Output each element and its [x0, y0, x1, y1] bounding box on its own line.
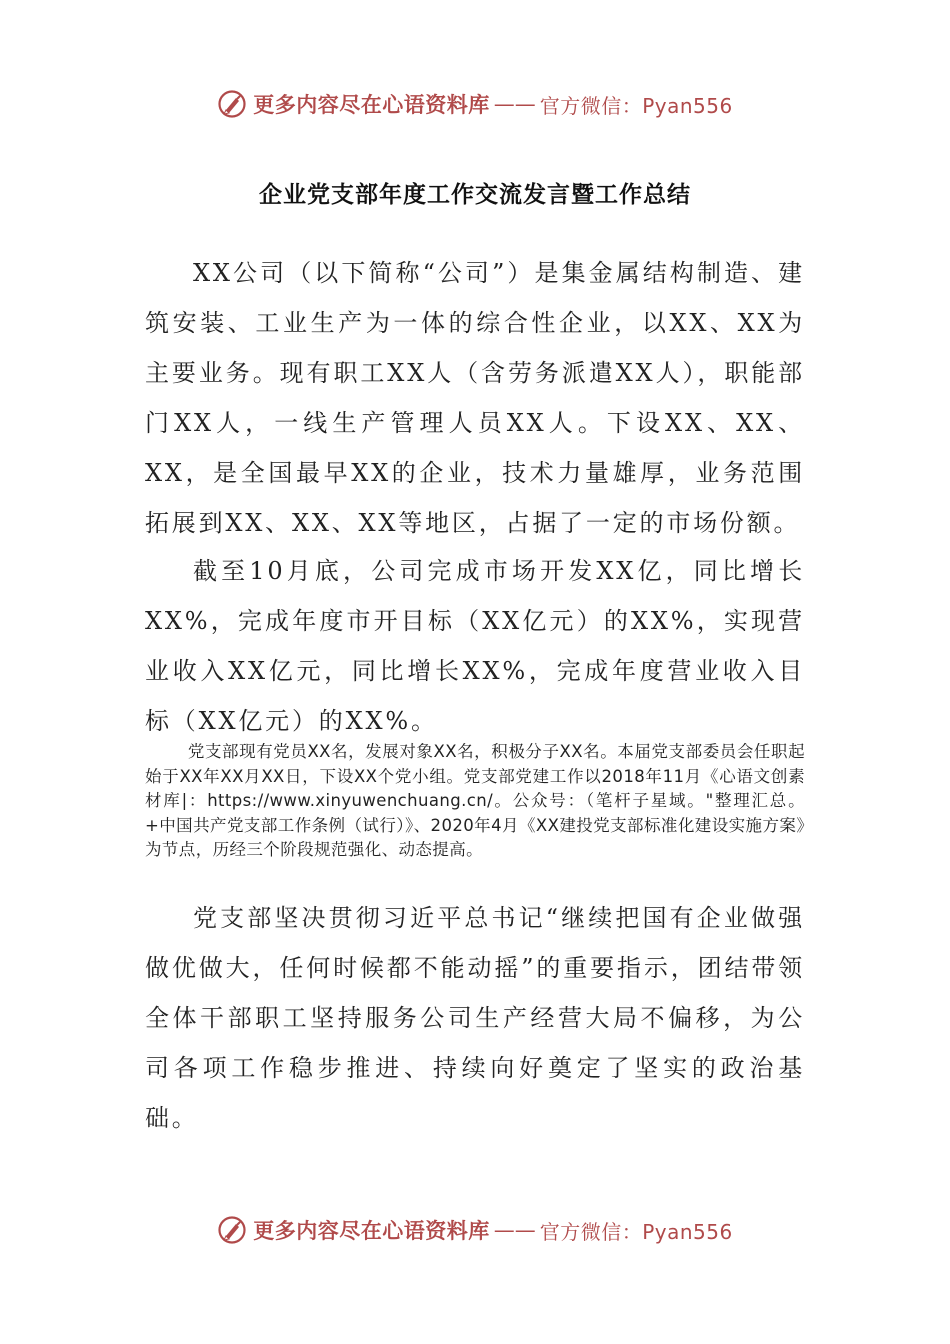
header-banner [0, 82, 950, 126]
banner-contact: 官方微信：Pyan556 [539, 1219, 733, 1244]
paragraph-political-foundation: 党支部坚决贯彻习近平总书记“继续把国有企业做强做优做大，任何时候都不能动摇”的重要指示，团结带领全体干部职工坚持服务公司生产经营大局不偏移，为公司各项工作稳步推进、持续向好奠定了坚实的政治基础。 [145, 904, 805, 1132]
pen-nib-logo-icon [217, 89, 247, 119]
banner-text: 更多内容尽在心语资料库 [253, 1218, 490, 1243]
banner-text: 更多内容尽在心语资料库 [253, 92, 490, 117]
paragraph-party-branch: 党支部现有党员XX名，发展对象XX名，积极分子XX名。本届党支部委员会任职起始于XX年XX月XX日，下设XX个党小组。党支部党建工作以2018年11月《心语文创素材库|：https://www.xinyuwenchuang.cn/。公众号：（笔杆子星域。"整理汇总。+中国共产党支部工作条例（试行）》、2020年4月《XX建投党支部标准化建设实施方案》为节点，历经三个阶段规范强化、动态提高。 [145, 742, 805, 859]
document-title: 企业党支部年度工作交流发言暨工作总结 [259, 181, 691, 208]
footer-banner [0, 1208, 950, 1252]
paragraph-performance: 截至10月底，公司完成市场开发XX亿，同比增长XX%，完成年度市开目标（XX亿元）的XX%，实现营业收入XX亿元，同比增长XX%，完成年度营业收入目标（XX亿元）的XX%。 [145, 557, 805, 735]
banner-contact: 官方微信：Pyan556 [539, 93, 733, 118]
pen-nib-logo-icon [217, 1215, 247, 1245]
paragraph-company-intro: XX公司（以下简称“公司”）是集金属结构制造、建筑安装、工业生产为一体的综合性企业，以XX、XX为主要业务。现有职工XX人（含劳务派遣XX人），职能部门XX人，一线生产管理人员XX人。下设XX、XX、XX，是全国最早XX的企业，技术力量雄厚，业务范围拓展到XX、XX、XX等地区，占据了一定的市场份额。 [145, 259, 805, 537]
banner-separator: —— [493, 1218, 536, 1242]
banner-separator: —— [493, 92, 536, 116]
